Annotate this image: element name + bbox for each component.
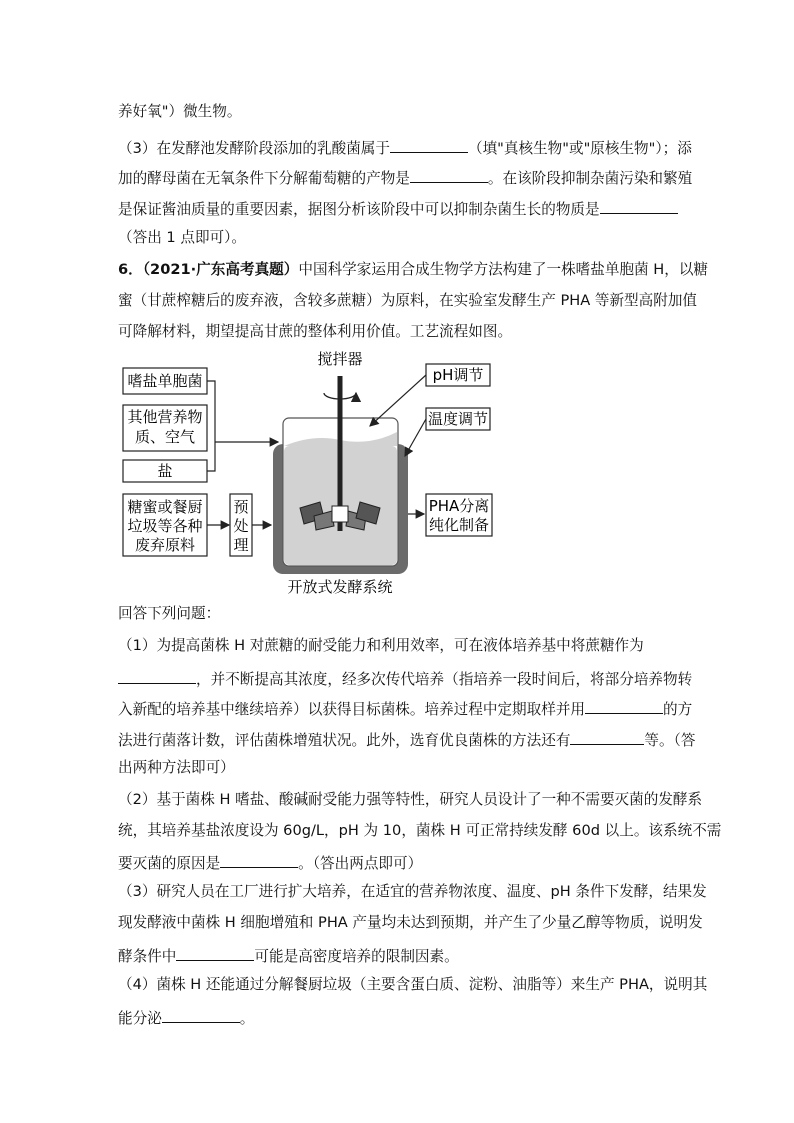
q6-3-line-3: 酵条件中 可能是高密度培养的限制因素。 [118, 944, 459, 967]
answer-blank[interactable] [162, 1006, 240, 1023]
pha-label-2: 纯化制备 [428, 516, 490, 534]
ph-adjust-label: pH调节 [432, 366, 484, 384]
raw-label-1: 糖蜜或餐厨 [127, 498, 203, 516]
q5-3-line-2: 加的酵母菌在无氧条件下分解葡萄糖的产物是 。在该阶段抑制杂菌污染和繁殖 [118, 166, 692, 189]
nutrients-label-1: 其他营养物 [127, 408, 203, 426]
answer-blank[interactable] [176, 944, 254, 961]
q6-4-line-2: 能分泌 。 [118, 1006, 254, 1029]
q6-4-line-1: （4）菌株 H 还能通过分解餐厨垃圾（主要含蛋白质、淀粉、油脂等）来生产 PHA，说明其 [118, 976, 708, 993]
q6-2-line-2: 统，其培养基盐浓度设为 60g/L，pH 为 10，菌株 H 可正常持续发酵 60d 以上。该系统不需 [118, 822, 722, 839]
system-caption: 开放式发酵系统 [287, 578, 393, 596]
q6-1-line-5: 出两种方法即可） [118, 759, 235, 776]
answer-blank[interactable] [410, 166, 488, 183]
q6-3-line-2: 现发酵液中菌株 H 细胞增殖和 PHA 产量均未达到预期，并产生了少量乙醇等物质，说明发 [118, 914, 703, 931]
answer-blank[interactable] [585, 697, 663, 714]
answer-blank[interactable] [600, 197, 678, 214]
q5-line-1: 养好氧"）微生物。 [118, 103, 242, 120]
temperature-adjust-label: 温度调节 [427, 410, 489, 428]
ph-arrow [370, 375, 426, 426]
q6-stem-line-3: 可降解材料，期望提高甘蔗的整体利用价值。工艺流程如图。 [118, 323, 513, 340]
question-number: 6． [118, 261, 143, 278]
temperature-arrow [405, 419, 426, 456]
q6-2-line-1: （2）基于菌株 H 嗜盐、酸碱耐受能力强等特性，研究人员设计了一种不需要灭菌的发酵系 [118, 791, 703, 808]
q6-3-line-1: （3）研究人员在工厂进行扩大培养，在适宜的营养物浓度、温度、pH 条件下发酵，结果发 [118, 883, 707, 900]
raw-label-3: 废弃原料 [134, 536, 196, 554]
pretreatment-label-2: 处 [233, 517, 249, 535]
q6-2-line-3: 要灭菌的原因是 。（答出两点即可） [118, 851, 422, 874]
q6-1-line-1: （1）为提高菌株 H 对蔗糖的耐受能力和利用效率，可在液体培养基中将蔗糖作为 [118, 637, 644, 654]
answer-prompt: 回答下列问题： [118, 605, 221, 622]
pha-label-1: PHA分离 [428, 497, 490, 515]
raw-label-2: 垃圾等各种 [127, 517, 203, 535]
stirrer-label: 搅拌器 [317, 350, 363, 368]
answer-blank[interactable] [390, 136, 468, 153]
q6-stem-line-2: 蜜（甘蔗榨糖后的废弃液，含较多蔗糖）为原料，在实验室发酵生产 PHA 等新型高附加值 [118, 292, 698, 309]
q5-3-line-4: （答出 1 点即可）。 [118, 229, 247, 246]
nutrients-label-2: 质、空气 [134, 428, 196, 446]
bacteria-label: 嗜盐单胞菌 [127, 372, 203, 390]
answer-blank[interactable] [118, 667, 196, 684]
q5-3-line-1: （3）在发酵池发酵阶段添加的乳酸菌属于 （填"真核生物"或"原核生物"）；添 [118, 136, 692, 159]
q5-3-line-3: 是保证酱油质量的重要因素，据图分析该阶段中可以抑制杂菌生长的物质是 [118, 197, 678, 220]
q6-1-line-4: 法进行菌落计数，评估菌株增殖状况。此外，选育优良菌株的方法还有 等。（答 [118, 728, 696, 751]
salt-label: 盐 [157, 462, 173, 480]
q6-1-line-2: ，并不断提高其浓度，经多次传代培养（指培养一段时间后，将部分培养物转 [118, 667, 692, 690]
answer-blank[interactable] [220, 851, 298, 868]
pretreatment-label-1: 预 [233, 498, 249, 516]
pretreatment-label-3: 理 [233, 536, 249, 554]
process-flow-diagram [118, 346, 498, 598]
question-source: （2021·广东高考真题） [142, 261, 299, 278]
q6-stem-line-1: 6．（2021·广东高考真题）中国科学家运用合成生物学方法构建了一株嗜盐单胞菌 H，以糖 [118, 261, 709, 278]
answer-blank[interactable] [570, 728, 644, 745]
q6-1-line-3: 入新配的培养基中继续培养）以获得目标菌株。培养过程中定期取样并用 的方 [118, 697, 692, 720]
input-bracket [207, 381, 215, 471]
impeller-hub [332, 506, 348, 522]
